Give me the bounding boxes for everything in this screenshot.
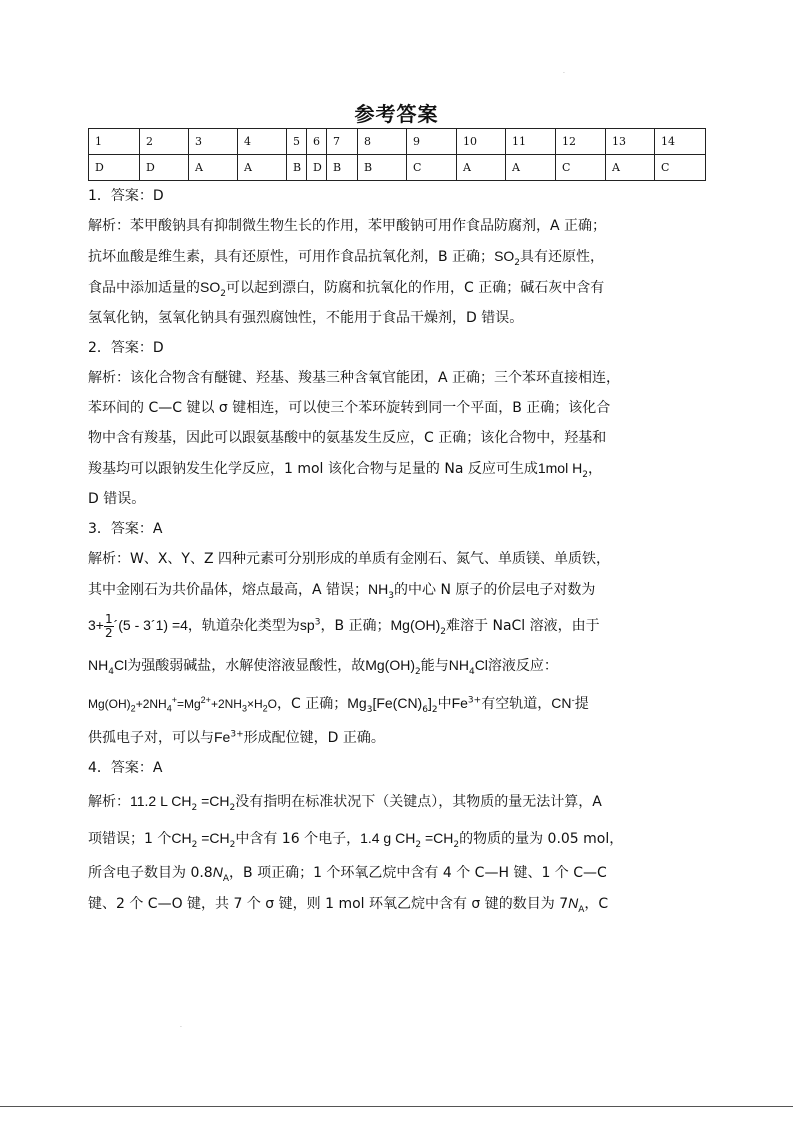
q4-line: 所含电子数目为 $0.8N_A$，B 项正确；1 个环氧乙烷中含有 4 个 C—H 键、1 个 C—C (88, 864, 607, 884)
q4-line: 键、2 个 C—O 键，共 7 个 σ 键，则 1 mol 环氧乙烷中含有 σ 键的数目为 $7N_A$，C (88, 895, 609, 915)
table-cell: D (307, 155, 327, 181)
answer-table (88, 128, 706, 181)
q1-heading: 1．答案：D (88, 188, 164, 204)
reaction-equation: $Mg(OH)_2+2NH_4^+=Mg^{2+}+2NH_3\times H_2O$ (88, 695, 278, 714)
table-cell: 3 (189, 129, 238, 155)
decorative-mark: . (563, 68, 565, 75)
q3-line: 3+ $\frac{1}{2}$ ´(5 - 3´1) =4，轨道杂化类型为$sp^3$，B 正确；$Mg(OH)_2$难溶于 NaCl 溶液，由于 (88, 611, 600, 640)
q2-line: 苯环间的 C—C 键以 σ 键相连，可以使三个苯环旋转到同一个平面，B 正确；该化合 (88, 400, 611, 416)
q3-line: $Mg(OH)_2+2NH_4^+=Mg^{2+}+2NH_3\times H_2O$，C 正确；$Mg_3[Fe(CN)_6]_2$中$Fe^{3+}$有空轨道，CN-提 (88, 695, 589, 715)
q2-line: 解析：该化合物含有醚键、羟基、羧基三种含氧官能团，A 正确；三个苯环直接相连， (88, 370, 621, 386)
table-cell: D (140, 155, 189, 181)
table-cell: C (407, 155, 457, 181)
table-row-numbers (89, 129, 706, 155)
table-cell: B (327, 155, 358, 181)
q4-heading: 4．答案：A (88, 760, 163, 776)
q1-line: 食品中添加适量的$SO_2$可以起到漂白，防腐和抗氧化的作用，C 正确；碱石灰中含有 (88, 279, 605, 299)
fraction: $\frac{1}{2}$ (104, 611, 113, 640)
q1-line: 氢氧化钠，氢氧化钠具有强烈腐蚀性，不能用于食品干燥剂，D 错误。 (88, 310, 524, 326)
table-cell: 7 (327, 129, 358, 155)
table-cell: 2 (140, 129, 189, 155)
table-cell: A (606, 155, 655, 181)
q2-heading: 2．答案：D (88, 340, 164, 356)
q2-line: D 错误。 (88, 491, 146, 507)
page-title: 参考答案 (354, 102, 439, 126)
table-cell: C (655, 155, 706, 181)
table-cell: 4 (238, 129, 287, 155)
q3-line: $NH_4Cl$为强酸弱碱盐，水解使溶液显酸性，故$Mg(OH)_2$能与$NH_4Cl$溶液反应： (88, 657, 558, 677)
q4-line: 项错误；1 个$CH_2 =CH_2$中含有 16 个电子，1.4 g $CH_2 =CH_2$的物质的量为 0.05 mol， (88, 830, 624, 850)
table-cell: 5 (287, 129, 307, 155)
table-cell: B (287, 155, 307, 181)
table-row-answers (89, 155, 706, 181)
page-bottom-rule (0, 1106, 793, 1107)
q1-line: 抗坏血酸是维生素，具有还原性，可用作食品抗氧化剂，B 正确；$SO_2$具有还原性， (88, 248, 605, 268)
table-cell: 13 (606, 129, 655, 155)
q3-heading: 3．答案：A (88, 521, 163, 537)
answer-explanations (88, 181, 708, 919)
table-cell: 8 (358, 129, 407, 155)
table-cell: 10 (457, 129, 506, 155)
table-cell: 14 (655, 129, 706, 155)
table-cell: 1 (89, 129, 140, 155)
q1-line: 解析：苯甲酸钠具有抑制微生物生长的作用，苯甲酸钠可用作食品防腐剂，A 正确； (88, 218, 607, 234)
q3-line: 供孤电子对，可以与$Fe^{3+}$形成配位键，D 正确。 (88, 729, 385, 746)
q3-line: 解析：W、X、Y、Z 四种元素可分别形成的单质有金刚石、氮气、单质镁、单质铁， (88, 551, 611, 567)
table-cell: 9 (407, 129, 457, 155)
table-cell: A (506, 155, 556, 181)
table-cell: A (457, 155, 506, 181)
table-cell: 12 (556, 129, 606, 155)
q3-line: 其中金刚石为共价晶体，熔点最高，A 错误；$NH_3$的中心 N 原子的价层电子对数为 (88, 581, 596, 601)
decorative-mark: . (180, 1022, 182, 1029)
table-cell: C (556, 155, 606, 181)
q2-line: 羧基均可以跟钠发生化学反应，1 mol 该化合物与足量的 Na 反应可生成1mol $H_2$， (88, 460, 602, 480)
table-cell: 11 (506, 129, 556, 155)
table-cell: B (358, 155, 407, 181)
table-cell: A (238, 155, 287, 181)
table-cell: D (89, 155, 140, 181)
q4-line: 解析：11.2 L $CH_2 =CH_2$没有指明在标准状况下（关键点），其物质的量无法计算，A (88, 793, 602, 813)
table-cell: A (189, 155, 238, 181)
table-cell: 6 (307, 129, 327, 155)
q2-line: 物中含有羧基，因此可以跟氨基酸中的氨基发生反应，C 正确；该化合物中，羟基和 (88, 430, 607, 446)
